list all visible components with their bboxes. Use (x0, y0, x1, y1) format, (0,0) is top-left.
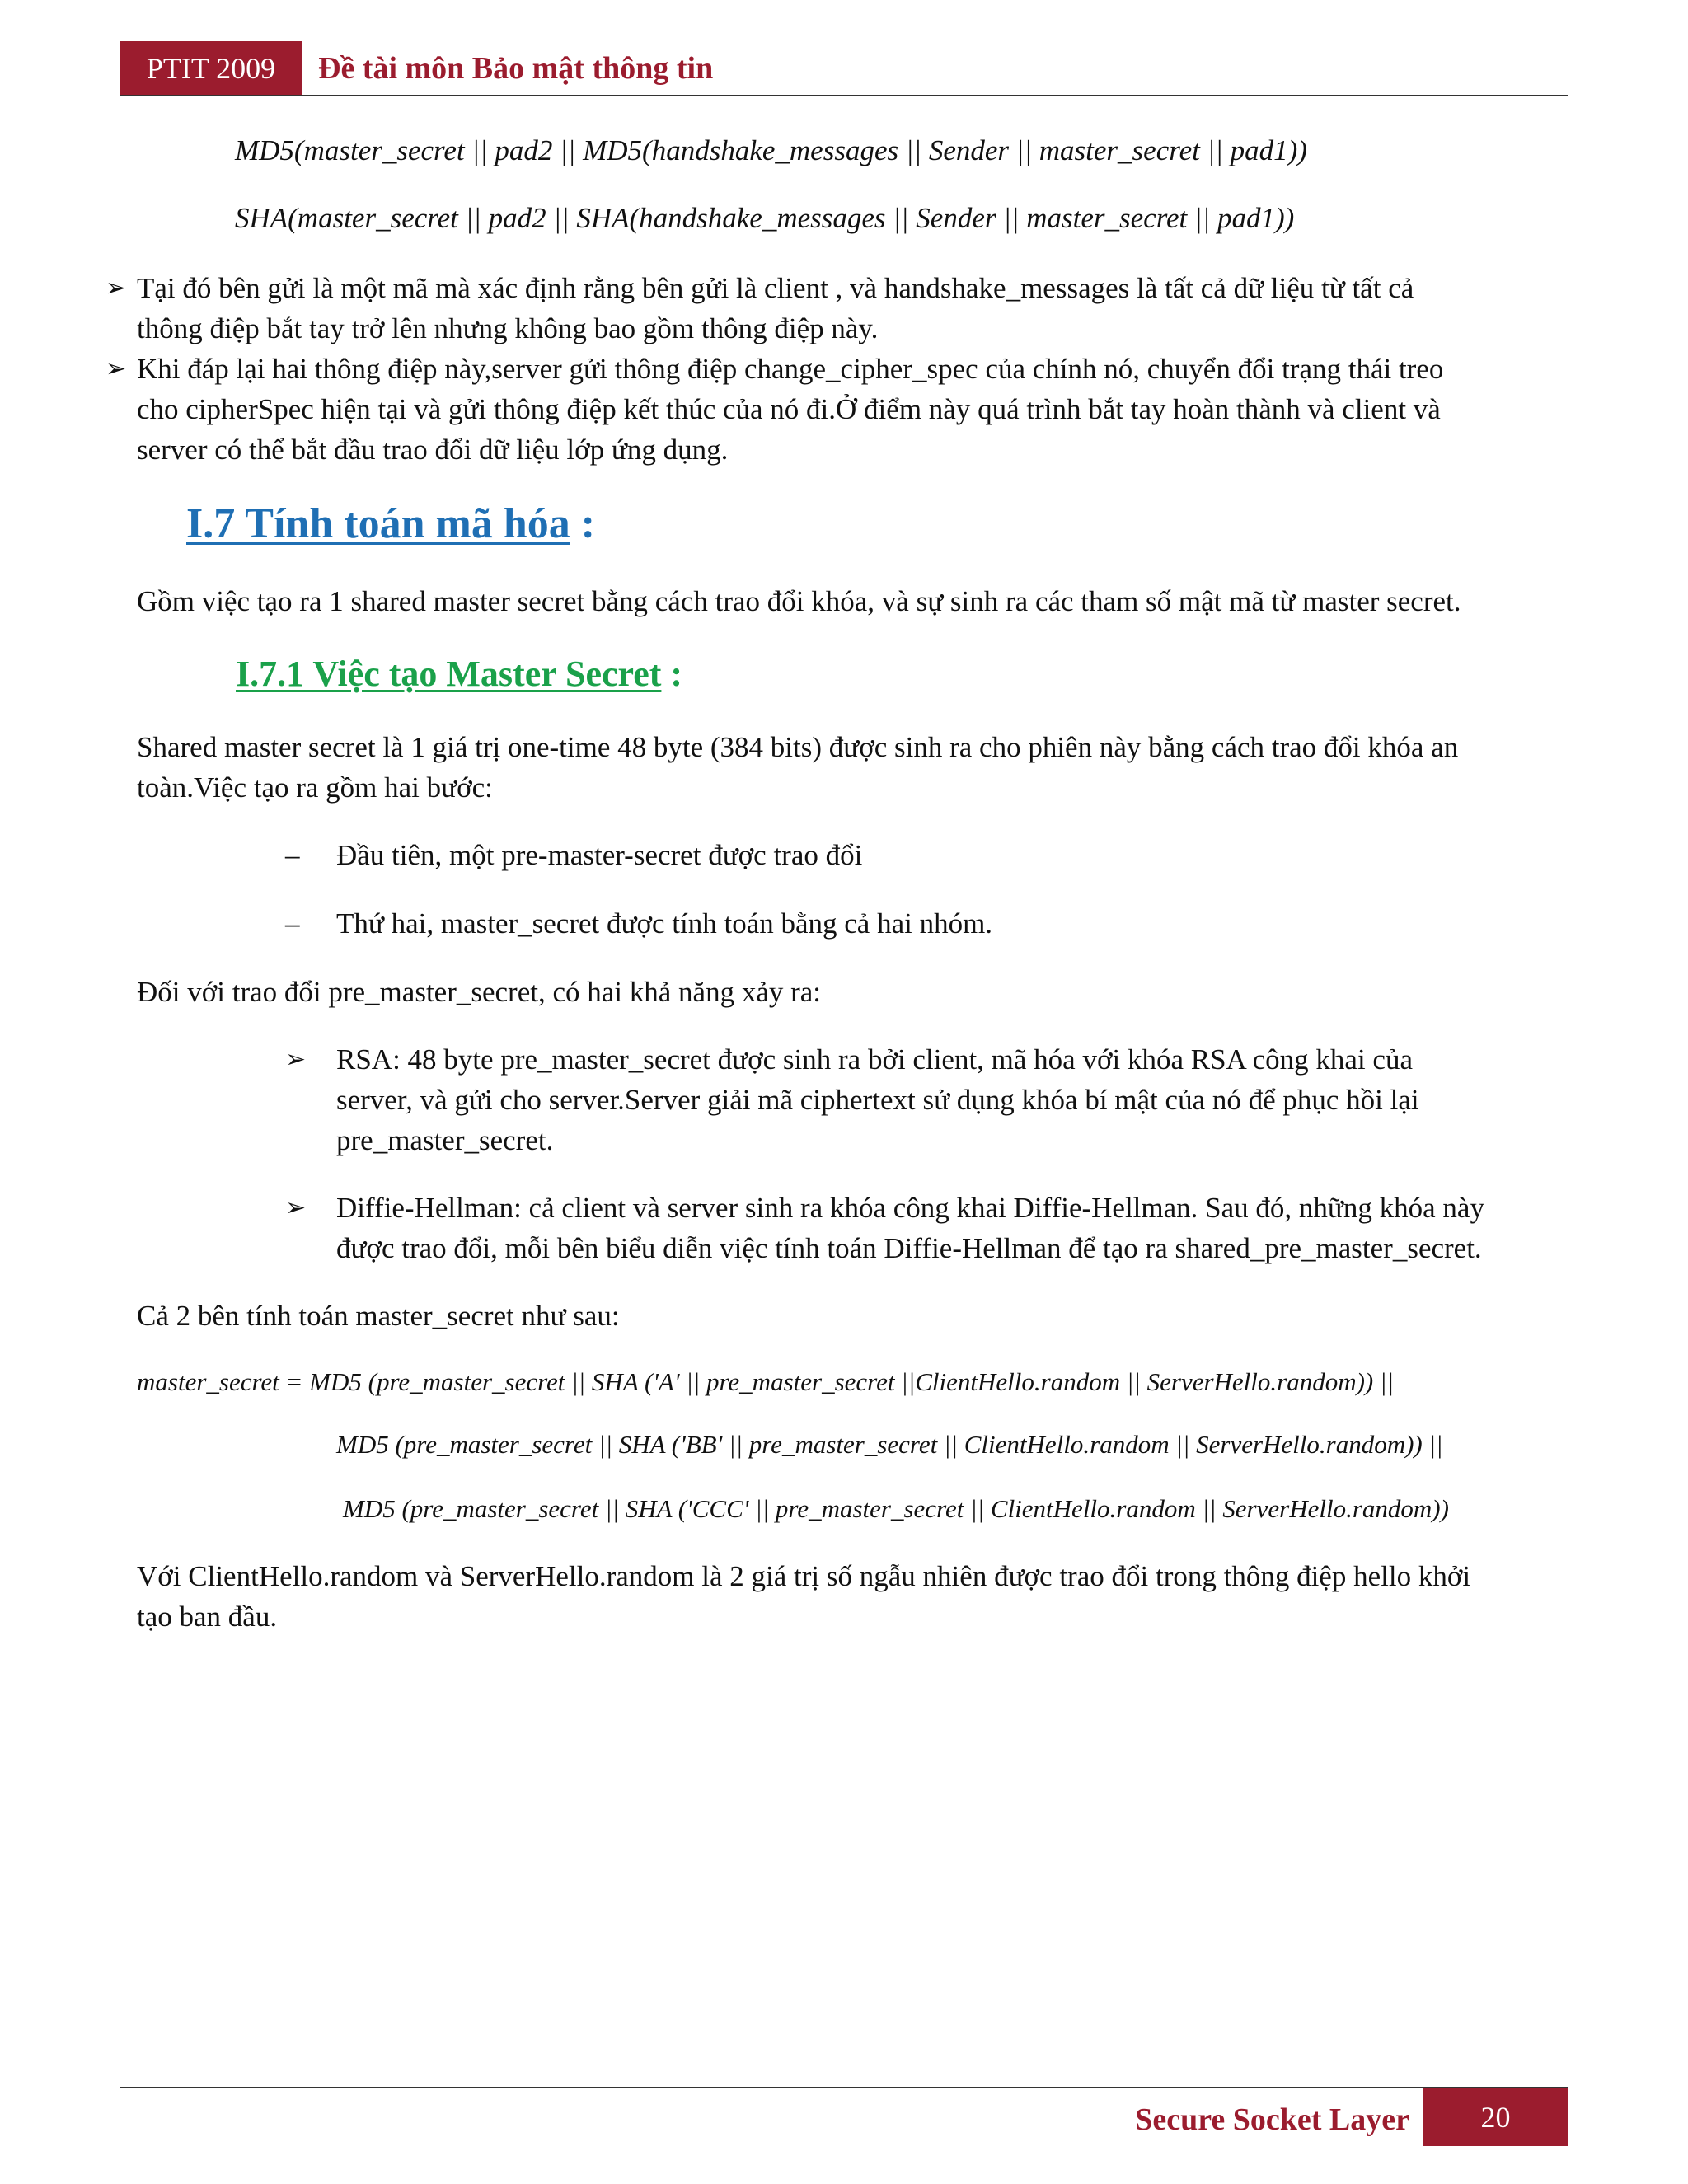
option-line: RSA: 48 byte pre_master_secret được sinh ra bởi client, mã hóa với khóa RSA công khai của (336, 1043, 1414, 1076)
subsection-heading-label: I.7.1 Việc tạo Master Secret (236, 654, 662, 694)
step-item: Đầu tiên, một pre-master-secret được trao đổi (336, 839, 863, 871)
arrow-bullet-icon: ➢ (106, 354, 127, 383)
option-line: pre_master_secret. (336, 1124, 554, 1156)
master-formula-line: MD5 (pre_master_secret || SHA ('BB' || pre_master_secret || ClientHello.random || ServerHello.random)) || (336, 1430, 1443, 1459)
header-badge: PTIT 2009 (120, 41, 302, 96)
master-formula-line: master_secret = MD5 (pre_master_secret || SHA ('A' || pre_master_secret ||ClientHello.random || ServerHello.random)) || (137, 1367, 1395, 1396)
section-heading-colon: : (570, 500, 596, 547)
master-formula-line: MD5 (pre_master_secret || SHA ('CCC' || pre_master_secret || ClientHello.random || ServerHello.random)) (343, 1494, 1449, 1523)
bullet-line: Tại đó bên gửi là một mã mà xác định rằng bên gửi là client , và handshake_messages là tất cả dữ liệu từ tất cả (137, 272, 1414, 304)
section-heading-label: I.7 Tính toán mã hóa (186, 500, 570, 547)
arrow-bullet-icon: ➢ (106, 274, 127, 302)
option-line: server, và gửi cho server.Server giải mã ciphertext sử dụng khóa bí mật của nó để phục hồi lại (336, 1084, 1419, 1116)
compute-intro: Cả 2 bên tính toán master_secret như sau: (137, 1300, 620, 1332)
bullet-line: Khi đáp lại hai thông điệp này,server gửi thông điệp change_cipher_spec của chính nó, chuyển đổi trạng thái treo (137, 353, 1444, 385)
footer-divider (120, 2087, 1568, 2088)
subsection-heading-colon: : (661, 654, 683, 694)
paragraph-line: toàn.Việc tạo ra gồm hai bước: (137, 771, 493, 804)
arrow-bullet-icon: ➢ (285, 1193, 307, 1222)
bullet-line: server có thể bắt đầu trao đổi dữ liệu lớp ứng dụng. (137, 434, 729, 466)
section-intro: Gồm việc tạo ra 1 shared master secret bằng cách trao đổi khóa, và sự sinh ra các tham số mật mã từ master secret. (137, 585, 1461, 617)
header-title: Đề tài môn Bảo mật thông tin (318, 51, 714, 86)
exchange-intro: Đối với trao đổi pre_master_secret, có hai khả năng xảy ra: (137, 976, 822, 1008)
bullet-line: cho cipherSpec hiện tại và gửi thông điệp kết thúc của nó đi.Ở điểm này quá trình bắt tay hoàn thành và client và (137, 393, 1441, 425)
closing-line: tạo ban đầu. (137, 1601, 278, 1633)
closing-line: Với ClientHello.random và ServerHello.random là 2 giá trị số ngẫu nhiên được trao đổi trong thông điệp hello khởi (137, 1560, 1471, 1592)
section-heading (186, 498, 595, 551)
dash-bullet-icon: – (285, 907, 300, 940)
header-divider (120, 95, 1568, 96)
page-number: 20 (1423, 2088, 1568, 2146)
subsection-heading (236, 651, 682, 697)
dash-bullet-icon: – (285, 839, 300, 871)
arrow-bullet-icon: ➢ (285, 1045, 307, 1074)
option-line: được trao đổi, mỗi bên biểu diễn việc tính toán Diffie-Hellman để tạo ra shared_pre_master_secret. (336, 1232, 1482, 1264)
bullet-line: thông điệp bắt tay trở lên nhưng không bao gồm thông điệp này. (137, 312, 879, 344)
option-line: Diffie-Hellman: cả client và server sinh ra khóa công khai Diffie-Hellman. Sau đó, những khóa này (336, 1192, 1484, 1224)
footer-title: Secure Socket Layer (1135, 2102, 1409, 2137)
formula-md5: MD5(master_secret || pad2 || MD5(handshake_messages || Sender || master_secret || pad1)) (235, 134, 1307, 166)
paragraph-line: Shared master secret là 1 giá trị one-time 48 byte (384 bits) được sinh ra cho phiên này bằng cách trao đổi khóa an (137, 731, 1459, 763)
step-item: Thứ hai, master_secret được tính toán bằng cả hai nhóm. (336, 907, 993, 940)
formula-sha: SHA(master_secret || pad2 || SHA(handshake_messages || Sender || master_secret || pad1)) (235, 202, 1295, 234)
